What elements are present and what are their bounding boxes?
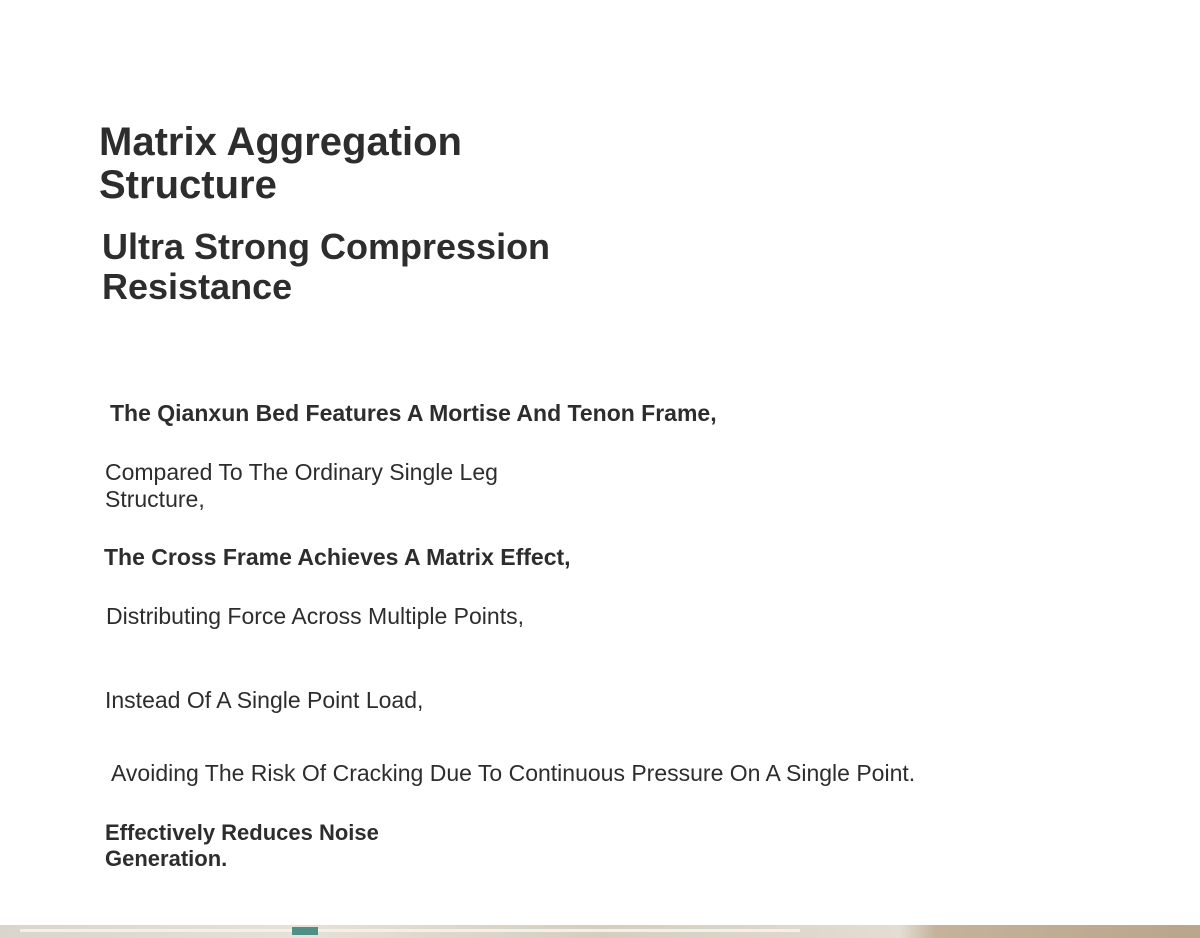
feature-line-frame: The Qianxun Bed Features A Mortise And Tenon Frame, bbox=[110, 400, 717, 426]
feature-line-cracking: Avoiding The Risk Of Cracking Due To Continuous Pressure On A Single Point. bbox=[111, 760, 916, 786]
feature-line-matrix-effect: The Cross Frame Achieves A Matrix Effect, bbox=[104, 544, 571, 570]
rail-connector-detail bbox=[292, 927, 318, 935]
feature-line-comparison: Compared To The Ordinary Single Leg Structure, bbox=[105, 459, 498, 512]
feature-line-distribution: Distributing Force Across Multiple Points, bbox=[106, 603, 524, 629]
feature-line-noise: Effectively Reduces Noise Generation. bbox=[105, 820, 379, 871]
page-subtitle: Ultra Strong Compression Resistance bbox=[102, 226, 551, 307]
feature-line-single-load: Instead Of A Single Point Load, bbox=[105, 687, 424, 713]
page-title: Matrix Aggregation Structure bbox=[99, 120, 462, 207]
bed-rail-detail bbox=[20, 929, 800, 932]
